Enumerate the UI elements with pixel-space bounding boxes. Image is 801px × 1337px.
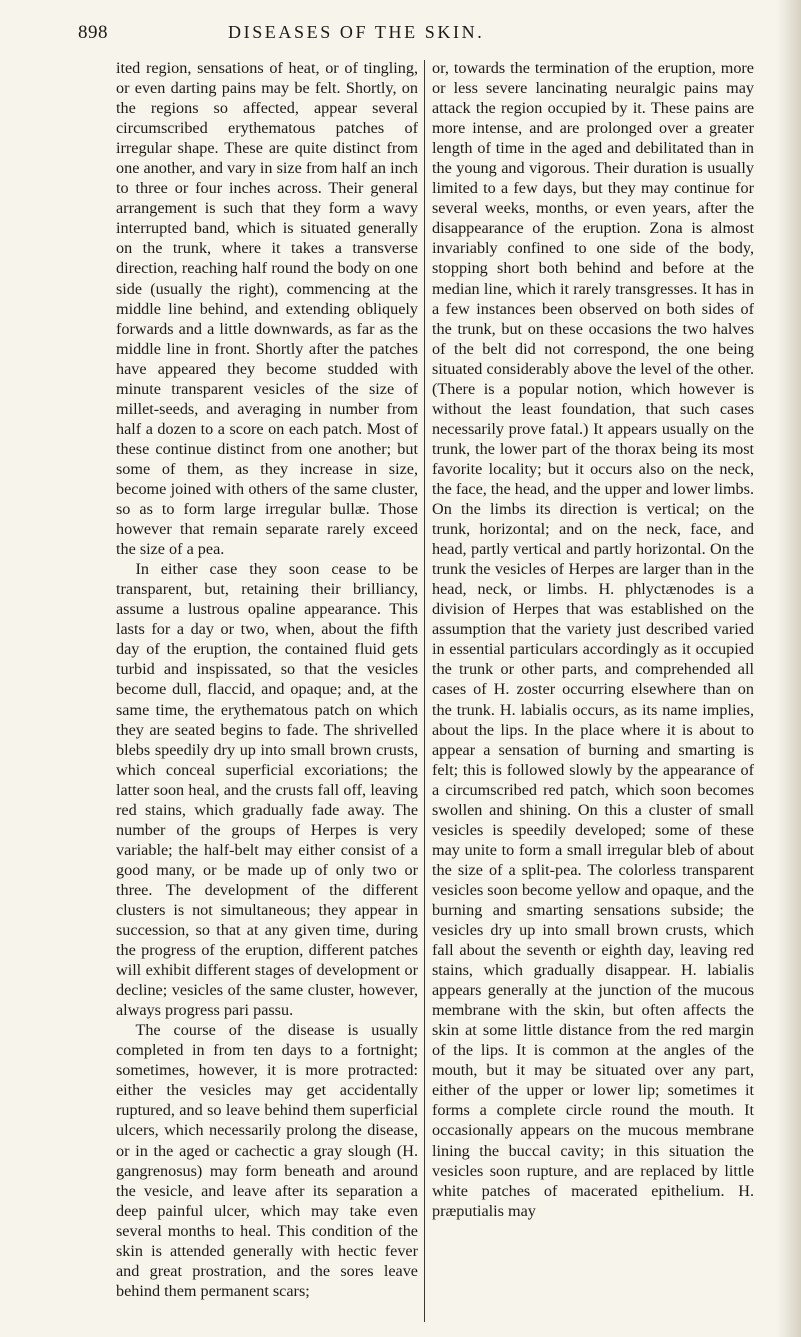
- paragraph: ited region, sensations of heat, or of tingling, or even darting pains may be felt. Shortly, on the regions so affected, appear several circumscribed erythematous patches of irregular shape. These are quite distinct from one another, and vary in size from half an inch to three or four inches across. Their general arrangement is such that they form a wavy interrupted band, which is situated generally on the trunk, where it takes a transverse direction, reaching half round the body on one side (usually the right), commencing at the middle line behind, and extending obliquely forwards and a little downwards, as far as the middle line in front. Shortly after the patches have appeared they become studded with minute transparent vesicles of the size of millet-seeds, and averaging in number from half a dozen to a score on each patch. Most of these continue distinct from one another; but some of them, as they increase in size, become joined with others of the same cluster, so as to form large irregular bullæ. Those however that remain separate rarely exceed the size of a pea.: [116, 59, 418, 559]
- left-column: [116, 58, 418, 1326]
- paragraph: The course of the disease is usually completed in from ten days to a fortnight; sometimes, however, it is more protracted: either the vesicles may get accidentally ruptured, and so leave behind them superficial ulcers, which necessarily prolong the disease, or in the aged or cachectic a gray slough (H. gangrenosus) may form beneath and around the vesicle, and leave after its separation a deep painful ulcer, which may take even several months to heal. This condition of the skin is attended generally with hectic fever and great prostration, and the sores leave behind them permanent scars;: [116, 1021, 418, 1300]
- paragraph: or, towards the termination of the eruption, more or less severe lancinating neuralgic pains may attack the region occupied by it. These pains are more intense, and are prolonged over a greater length of time in the aged and debilitated than in the young and vigorous. Their duration is usually limited to a few days, but they may continue for several weeks, months, or even years, after the disappearance of the eruption. Zona is almost invariably confined to one side of the body, stopping short both behind and before at the median line, which it rarely transgresses. It has in a few instances been observed on both sides of the trunk, but on these occasions the two halves of the belt did not correspond, the one being situated considerably above the level of the other. (There is a popular notion, which however is without the least foundation, that such cases necessarily prove fatal.) It appears usually on the trunk, the lower part of the thorax being its most favorite locality; but it occurs also on the neck, the face, the head, and the upper and lower limbs. On the limbs its direction is vertical; on the trunk, horizontal; and on the neck, face, and head, partly vertical and partly horizontal. On the trunk the vesicles of Herpes are larger than in the head, neck, or limbs. H. phlyctænodes is a division of Herpes that was established on the assumption that the variety just described varied in essential particulars accordingly as it occupied the trunk or other parts, and comprehended all cases of H. zoster occurring elsewhere than on the trunk. H. labialis occurs, as its name implies, about the lips. In the place where it is about to appear a sensation of burning and smarting is felt; this is followed slowly by the appearance of a circumscribed red patch, which soon becomes swollen and shining. On this a cluster of small vesicles is speedily developed; some of these may unite to form a small irregular bleb of about the size of a split-pea. The colorless transparent vesicles soon become yellow and opaque, and the burning and smarting sensations subside; the vesicles dry up into small brown crusts, which fall about the seventh or eighth day, leaving red stains, which gradually disappear. H. labialis appears generally at the junction of the mucous membrane with the skin, but often affects the skin at some little distance from the red margin of the lips. It is common at the angles of the mouth, but it may be situated over any part, either of the upper or lower lip; sometimes it forms a complete circle round the mouth. It occasionally appears on the mucous membrane lining the buccal cavity; in this situation the vesicles soon rupture, and are replaced by little white patches of macerated epithelium. H. præputialis may: [432, 59, 754, 1220]
- column-divider: [424, 60, 425, 1322]
- paragraph: In either case they soon cease to be transparent, but, retaining their brilliancy, assume a lustrous opaline appearance. This lasts for a day or two, when, about the fifth day of the eruption, the contained fluid gets turbid and inspissated, so that the vesicles become dull, flaccid, and opaque; and, at the same time, the erythematous patch on which they are seated begins to fade. The shrivelled blebs speedily dry up into small brown crusts, which conceal superficial excoriations; the latter soon heal, and the crusts fall off, leaving red stains, which gradually fade away. The number of the groups of Herpes is very variable; the half-belt may either consist of a good many, or be made up of only two or three. The development of the different clusters is not simultaneous; they appear in succession, so that at any given time, during the progress of the eruption, different patches will exhibit different stages of development or decline; vesicles of the same cluster, however, always progress pari passu.: [116, 560, 418, 1020]
- running-title: DISEASES OF THE SKIN.: [228, 22, 485, 42]
- page-number: 898: [78, 22, 108, 43]
- page-edge-shadow: [777, 0, 801, 1337]
- page-header: [78, 22, 778, 48]
- right-column: [432, 58, 754, 1326]
